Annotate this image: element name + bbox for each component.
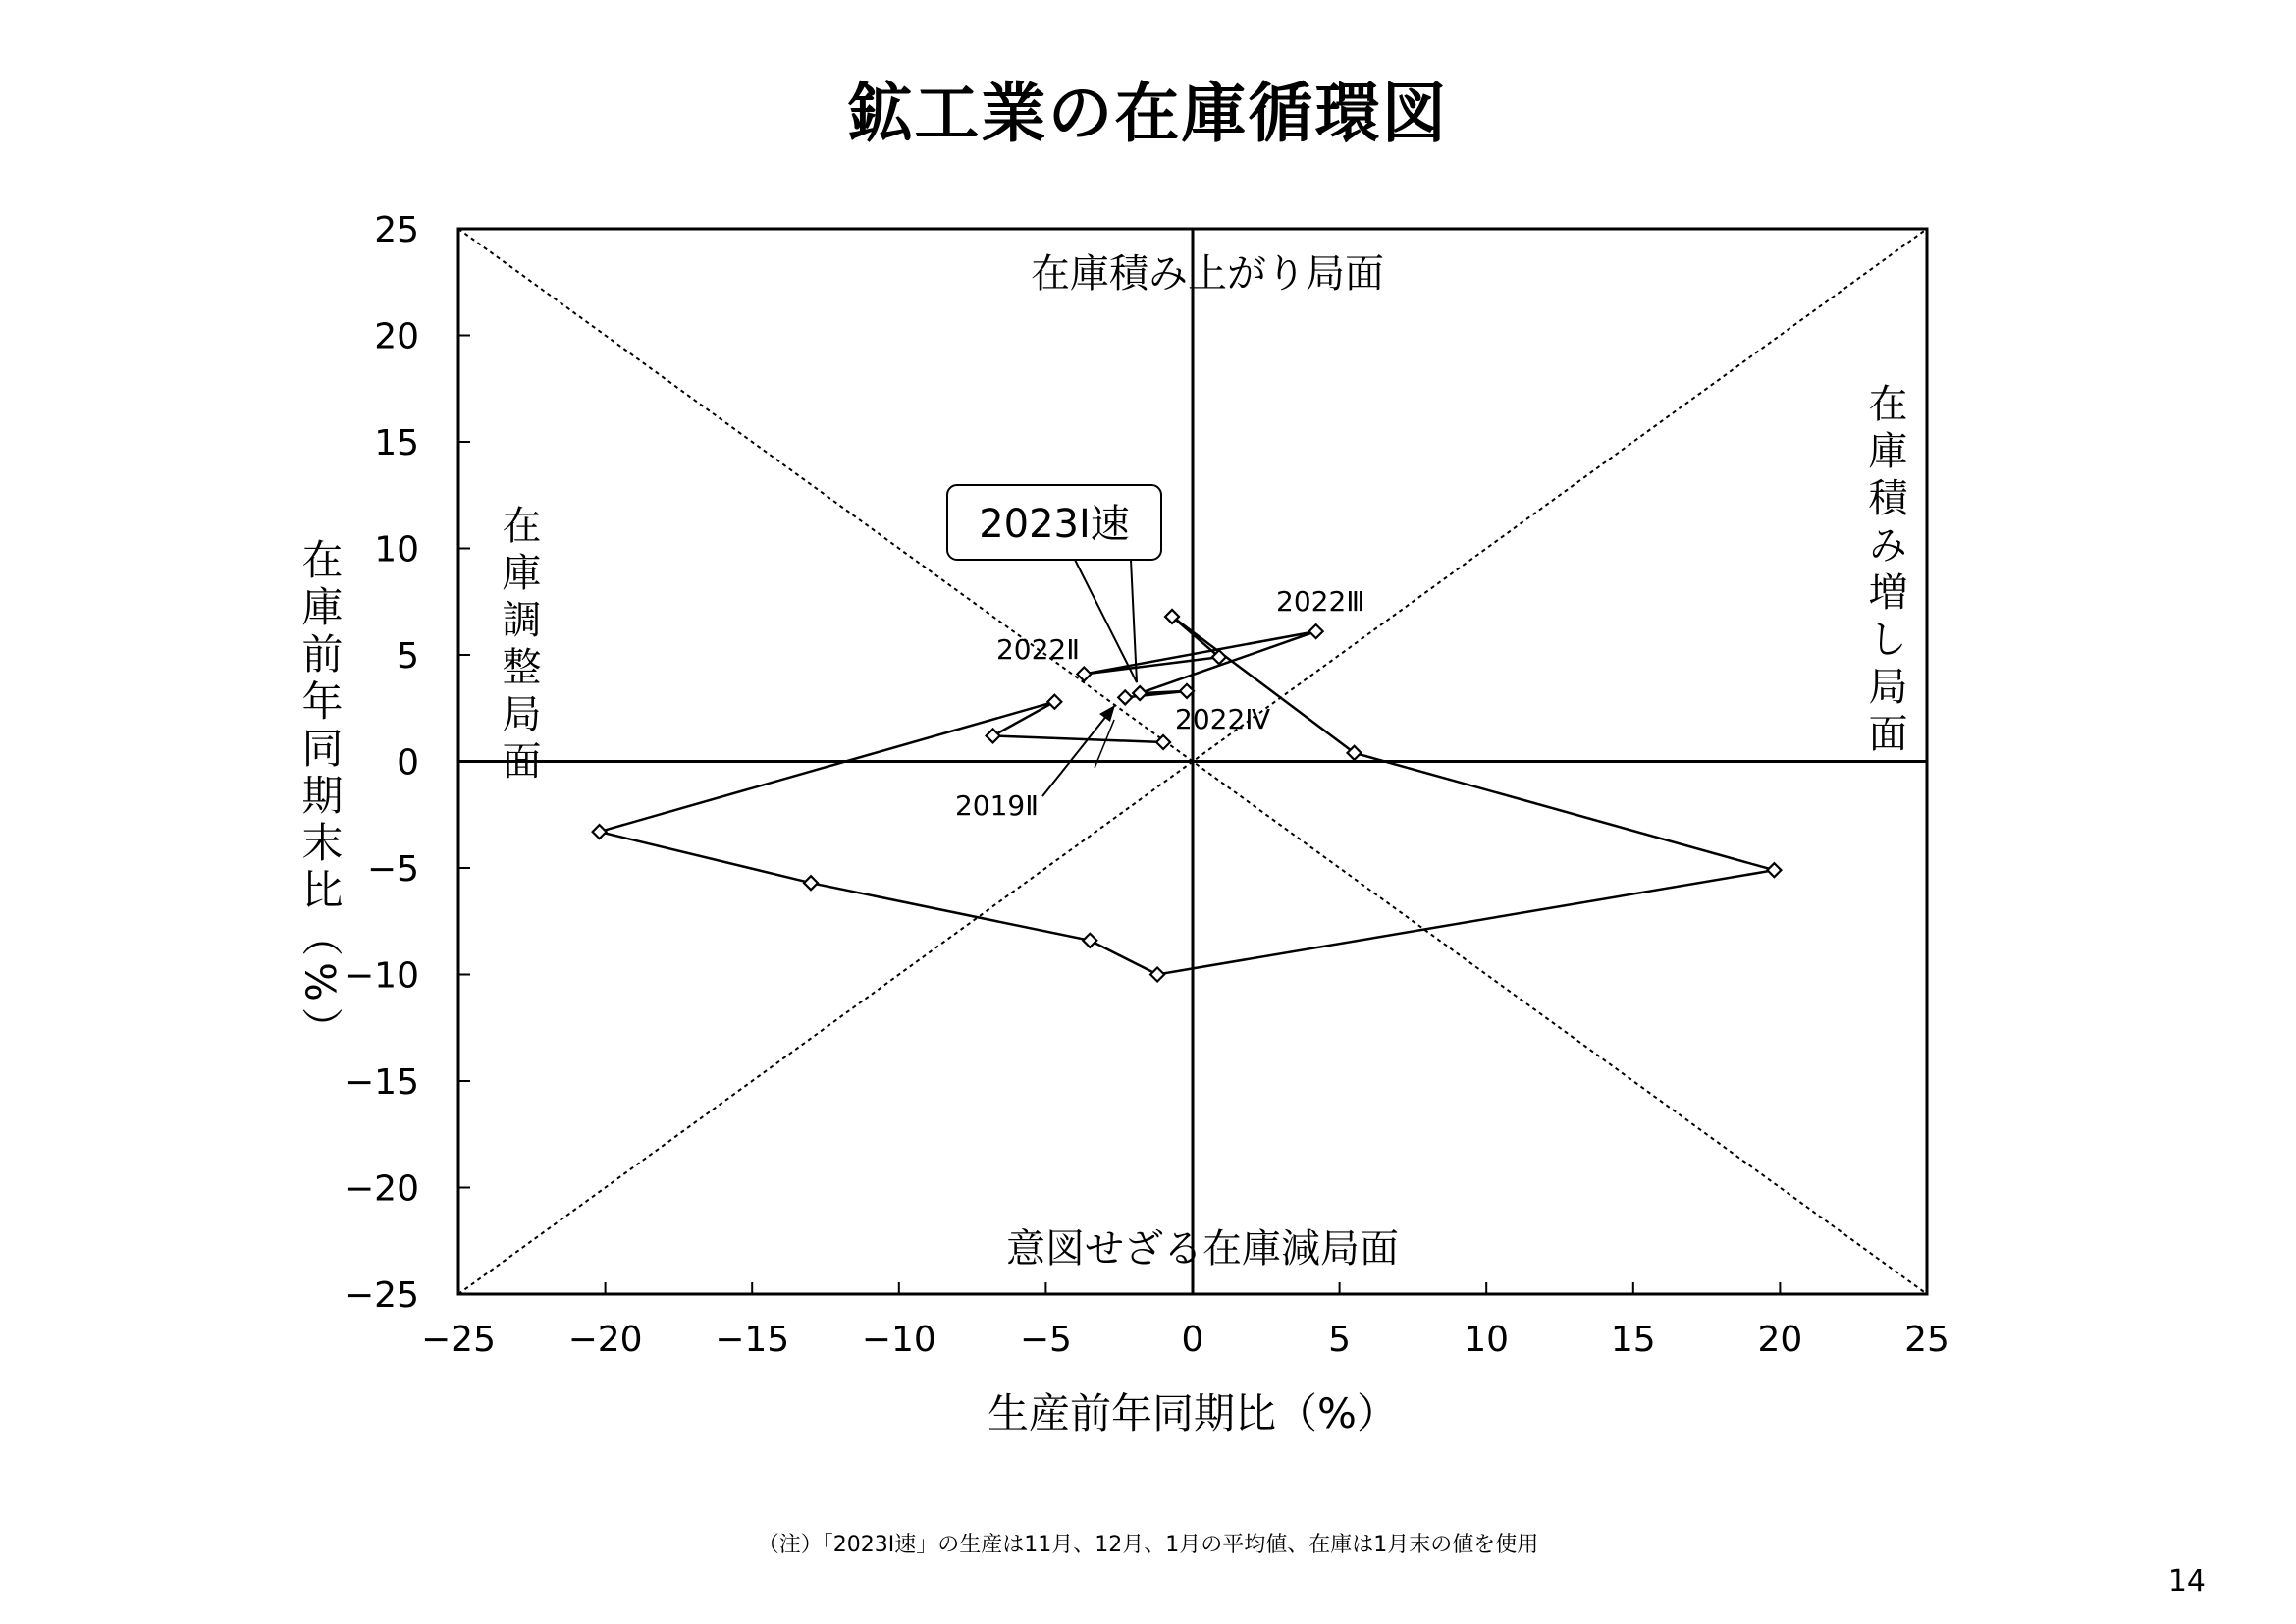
y-tick-label: 5 bbox=[397, 636, 419, 677]
x-tick-label: −25 bbox=[421, 1320, 496, 1360]
x-tick-label: −10 bbox=[861, 1320, 936, 1360]
callout-pointer bbox=[1075, 560, 1137, 682]
data-point bbox=[1083, 934, 1096, 947]
y-axis-title: 在庫前年同期末比（%） bbox=[295, 538, 345, 1055]
region-label-left: 在庫調整局面 bbox=[496, 505, 541, 787]
y-tick-label: 10 bbox=[374, 529, 419, 570]
x-tick-label: 20 bbox=[1757, 1320, 1803, 1360]
x-tick-label: 0 bbox=[1181, 1320, 1204, 1360]
data-point bbox=[1133, 686, 1147, 700]
x-tick-label: 10 bbox=[1464, 1320, 1510, 1360]
footnote: （注）「2023Ⅰ速」の生産は11月、12月、1月の平均値、在庫は1月末の値を使用 bbox=[757, 1533, 1539, 1557]
y-tick-label: 15 bbox=[374, 423, 419, 463]
point-label-2019-2: 2019Ⅱ bbox=[954, 789, 1039, 822]
callout-label-2023-1: 2023Ⅰ速 bbox=[979, 502, 1130, 547]
pointer-line-2019-arrow bbox=[1042, 705, 1115, 796]
region-label-right: 在庫積み増し局面 bbox=[1862, 383, 1907, 760]
y-tick-label: 25 bbox=[374, 210, 419, 250]
region-label-bottom: 意図せざる在庫減局面 bbox=[1006, 1226, 1399, 1272]
text-labels bbox=[296, 251, 1908, 1437]
y-tick-label: −5 bbox=[366, 849, 419, 890]
y-tick-label: −25 bbox=[345, 1275, 419, 1316]
point-label-2022-3: 2022Ⅲ bbox=[1276, 585, 1365, 618]
x-tick-label: −15 bbox=[715, 1320, 790, 1360]
x-tick-label: 15 bbox=[1610, 1320, 1656, 1360]
y-tick-label: 0 bbox=[397, 742, 419, 784]
y-tick-label: −10 bbox=[345, 955, 419, 997]
tick-labels bbox=[345, 210, 1949, 1360]
data-point bbox=[1077, 668, 1091, 681]
x-tick-label: −20 bbox=[567, 1320, 643, 1360]
data-point bbox=[1767, 863, 1781, 877]
data-point bbox=[1150, 968, 1164, 982]
pointer-arrow-head bbox=[1099, 705, 1115, 722]
y-tick-label: −15 bbox=[345, 1062, 419, 1103]
x-tick-label: 25 bbox=[1904, 1320, 1949, 1360]
region-label-top: 在庫積み上がり局面 bbox=[1031, 251, 1384, 297]
y-tick-label: 20 bbox=[374, 316, 419, 357]
data-point bbox=[1047, 695, 1061, 709]
data-series bbox=[593, 610, 1782, 982]
data-point bbox=[593, 825, 607, 839]
x-tick-label: 5 bbox=[1328, 1320, 1352, 1360]
y-tick-label: −20 bbox=[345, 1168, 419, 1210]
data-point bbox=[804, 876, 818, 890]
data-point bbox=[1118, 690, 1132, 704]
series-line bbox=[600, 617, 1775, 975]
x-axis-title: 生産前年同期比（%） bbox=[988, 1389, 1398, 1437]
point-label-2022-4: 2022Ⅳ bbox=[1175, 703, 1271, 735]
page-number: 14 bbox=[2167, 1564, 2206, 1598]
x-tick-label: −5 bbox=[1019, 1320, 1072, 1360]
data-point bbox=[1309, 624, 1323, 638]
page-title: 鉱工業の在庫循環図 bbox=[847, 76, 1449, 151]
point-label-2022-2: 2022Ⅱ bbox=[995, 633, 1080, 666]
data-point bbox=[987, 729, 1000, 742]
